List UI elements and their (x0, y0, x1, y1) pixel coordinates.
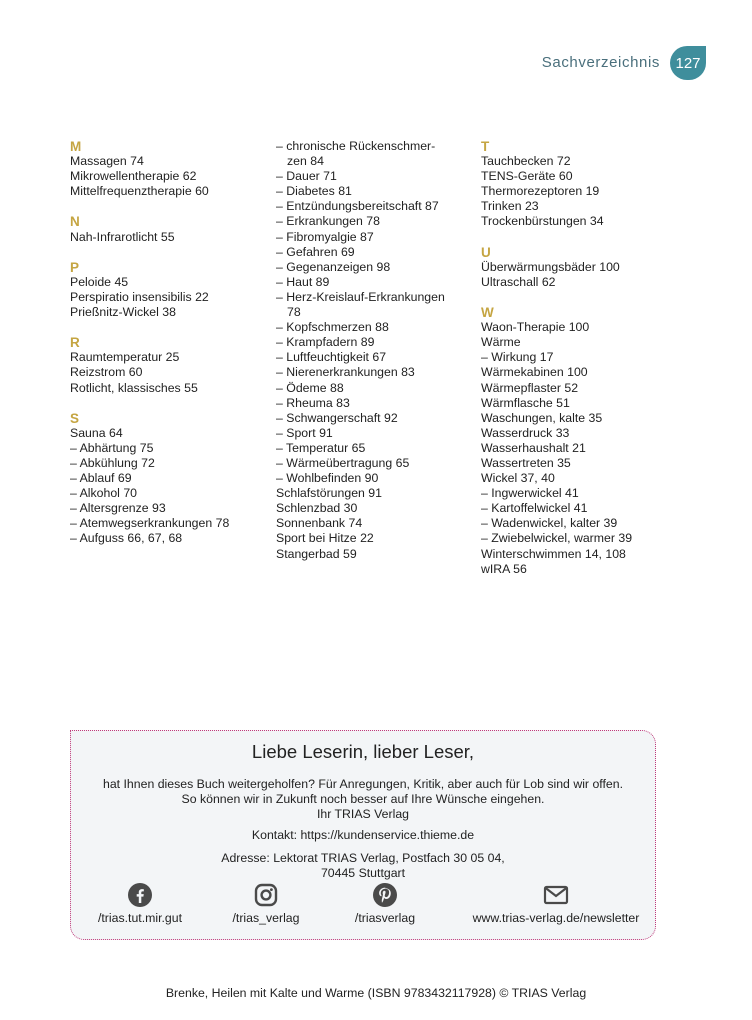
index-entry: – Temperatur 65 (276, 440, 366, 455)
index-entry: Trinken 23 (481, 199, 539, 214)
index-entry: – Schwangerschaft 92 (276, 410, 398, 425)
social-label: /triasverlag (354, 911, 416, 925)
index-entry: – Krampfadern 89 (276, 335, 375, 350)
index-entry: zen 84 (287, 154, 324, 169)
social-label: www.trias-verlag.de/newsletter (472, 911, 640, 925)
index-entry: Massagen 74 (70, 154, 144, 169)
social-link-facebook[interactable] (88, 883, 192, 925)
index-entry: Raumtemperatur 25 (70, 350, 180, 365)
index-section-letter: W (481, 305, 494, 321)
index-entry: Tauchbecken 72 (481, 154, 571, 169)
index-entry: Perspiratio insensibilis 22 (70, 289, 209, 304)
index-entry: – Ödeme 88 (276, 380, 344, 395)
index-entry: Schlafstörungen 91 (276, 486, 382, 501)
index-column-1 (70, 139, 270, 562)
social-label: /trias.tut.mir.gut (97, 911, 183, 925)
index-section (481, 305, 681, 577)
notice-signature: Ihr TRIAS Verlag (316, 807, 410, 822)
index-entry: Mittelfrequenztherapie 60 (70, 184, 209, 199)
index-entry: Wasserdruck 33 (481, 425, 570, 440)
index-entry: – Nierenerkrankungen 83 (276, 365, 415, 380)
social-link-instagram[interactable] (228, 883, 304, 925)
index-entry: – Ingwerwickel 41 (481, 486, 579, 501)
index-section (481, 139, 681, 230)
index-entry: Wickel 37, 40 (481, 471, 555, 486)
index-entry: TENS-Geräte 60 (481, 169, 573, 184)
index-entry: – Dauer 71 (276, 169, 337, 184)
social-link-newsletter[interactable] (466, 883, 646, 925)
index-entry: wIRA 56 (481, 561, 527, 576)
index-entry: Winterschwimmen 14, 108 (481, 546, 626, 561)
index-entry: Peloide 45 (70, 274, 129, 289)
index-column-3 (481, 139, 681, 592)
notice-address (71, 851, 655, 881)
index-section-letter: R (70, 335, 80, 351)
index-entry: – Altersgrenze 93 (70, 501, 166, 516)
index-section-letter: T (481, 139, 490, 154)
index-entry: Trockenbürstungen 34 (481, 214, 604, 229)
index-entry: Ultraschall 62 (481, 274, 556, 289)
instagram-icon (254, 883, 278, 907)
reader-notice-box (70, 730, 656, 940)
index-entry: – Diabetes 81 (276, 184, 352, 199)
index-entry: – Fibromyalgie 87 (276, 229, 374, 244)
index-entry: Reizstrom 60 (70, 365, 143, 380)
index-entry: Schlenzbad 30 (276, 501, 358, 516)
index-entry: – Atemwegserkrankungen 78 (70, 516, 230, 531)
index-entry: – Herz-Kreislauf-Erkrankungen (276, 289, 445, 304)
index-section (481, 245, 681, 290)
index-entry: – Wohlbefinden 90 (276, 471, 379, 486)
index-section-letter: N (70, 214, 80, 230)
index-section (70, 411, 270, 547)
notice-contact[interactable]: Kontakt: https://kundenservice.thieme.de (251, 828, 475, 842)
notice-heading: Liebe Leserin, lieber Leser, (251, 741, 475, 762)
index-section (70, 260, 270, 320)
notice-address-line: Adresse: Lektorat TRIAS Verlag, Postfach 30 05 04, (221, 851, 505, 865)
index-entry: Rotlicht, klassisches 55 (70, 380, 198, 395)
mail-icon (543, 883, 569, 907)
index-section (70, 214, 270, 244)
index-entry: Wasserhaushalt 21 (481, 440, 586, 455)
index-entry: – Gegenanzeigen 98 (276, 259, 391, 274)
index-entry: – Kartoffelwickel 41 (481, 501, 588, 516)
index-entry: Wärmepflaster 52 (481, 380, 579, 395)
social-label: /trias_verlag (232, 911, 300, 925)
index-entry: – Erkrankungen 78 (276, 214, 380, 229)
index-entry: – Rheuma 83 (276, 395, 350, 410)
index-entry: – Zwiebelwickel, warmer 39 (481, 531, 633, 546)
index-entry: – Alkohol 70 (70, 486, 138, 501)
index-entry: Wärme (481, 335, 521, 350)
index-section-letter: S (70, 410, 80, 426)
index-entry: Mikrowellentherapie 62 (70, 169, 197, 184)
index-entry: Sonnenbank 74 (276, 516, 363, 531)
index-section (70, 335, 270, 395)
index-entry: – Gefahren 69 (276, 244, 355, 259)
index-entry: Waon-Therapie 100 (481, 320, 590, 335)
index-entry: Nah-Infrarotlicht 55 (70, 229, 175, 244)
page-number-badge: 127 (670, 46, 706, 80)
index-entry: – Ablauf 69 (70, 471, 132, 486)
running-header-title: Sachverzeichnis (541, 54, 660, 71)
index-column-2 (276, 139, 476, 562)
index-entry: Sauna 64 (70, 425, 123, 440)
index-entry: 78 (287, 305, 301, 320)
index-entry: Waschungen, kalte 35 (481, 410, 603, 425)
index-section-letter: U (481, 244, 491, 260)
index-entry: – Wärmeübertragung 65 (276, 455, 410, 470)
notice-body (71, 777, 655, 823)
index-entry: Wärmflasche 51 (481, 395, 570, 410)
index-entry: Thermorezeptoren 19 (481, 184, 600, 199)
index-entry: Überwärmungsbäder 100 (481, 259, 620, 274)
index-entry: – Entzündungsbereitschaft 87 (276, 199, 439, 214)
index-entry: – Luftfeuchtigkeit 67 (276, 350, 387, 365)
notice-address-line: 70445 Stuttgart (320, 866, 406, 881)
index-entry: Stangerbad 59 (276, 546, 357, 561)
index-entry: – Sport 91 (276, 425, 333, 440)
index-entry: Wassertreten 35 (481, 455, 571, 470)
index-entry: Prießnitz-Wickel 38 (70, 305, 176, 320)
index-section-letter: M (70, 139, 82, 154)
index-entry: – Abhärtung 75 (70, 440, 154, 455)
pinterest-icon (373, 883, 397, 907)
index-entry: – Kopfschmerzen 88 (276, 320, 389, 335)
index-entry: – Abkühlung 72 (70, 455, 155, 470)
index-entry: – Aufguss 66, 67, 68 (70, 531, 183, 546)
index-entry: – chronische Rückenschmer- (276, 139, 436, 153)
index-entry: Wärmekabinen 100 (481, 365, 588, 380)
index-section (70, 139, 270, 199)
page-footer: Brenke, Heilen mit Kalte und Warme (ISBN 9783432117928) © TRIAS Verlag (165, 986, 587, 1000)
notice-body-line: So können wir in Zukunft noch besser auf Ihre Wünsche eingehen. (181, 792, 545, 807)
index-entry: – Wadenwickel, kalter 39 (481, 516, 618, 531)
index-entry: – Haut 89 (276, 274, 330, 289)
index-entry: – Wirkung 17 (481, 350, 554, 365)
index-section-letter: P (70, 259, 80, 275)
notice-body-line: hat Ihnen dieses Buch weitergeholfen? Für Anregungen, Kritik, aber auch für Lob sind wir offen. (103, 777, 623, 791)
index-entry: Sport bei Hitze 22 (276, 531, 374, 546)
facebook-icon (128, 883, 152, 907)
social-link-pinterest[interactable] (349, 883, 421, 925)
